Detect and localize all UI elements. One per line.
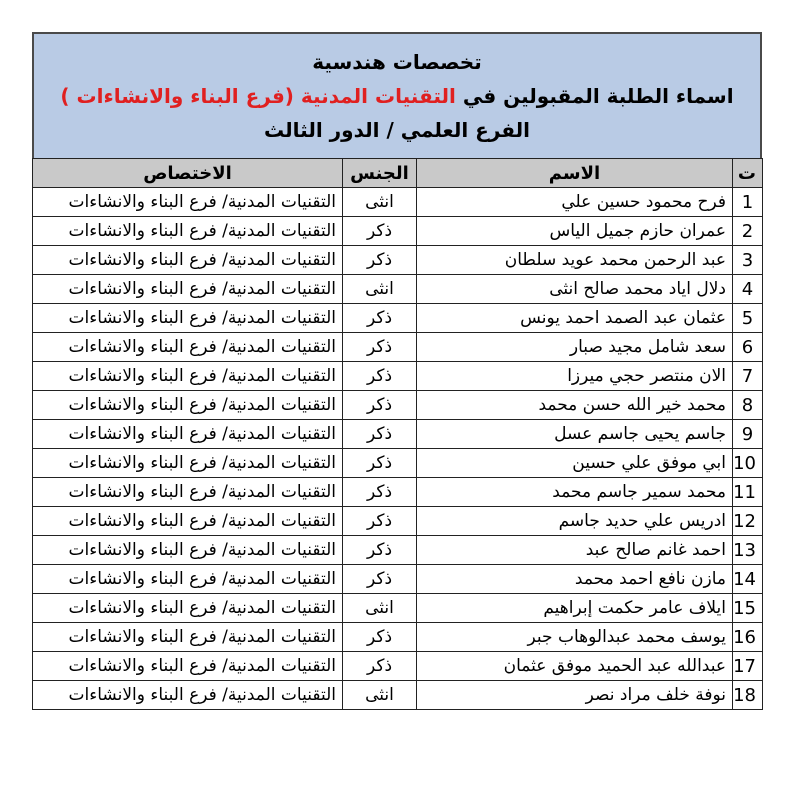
table-row <box>33 652 763 681</box>
row-number: 14 <box>733 565 763 594</box>
student-specialization: التقنيات المدنية/ فرع البناء والانشاءات <box>33 652 343 681</box>
student-specialization: التقنيات المدنية/ فرع البناء والانشاءات <box>33 594 343 623</box>
student-gender: ذكر <box>343 391 417 420</box>
student-name: جاسم يحيى جاسم عسل <box>417 420 733 449</box>
student-name: فرح محمود حسين علي <box>417 188 733 217</box>
student-name: عمران حازم جميل الياس <box>417 217 733 246</box>
student-gender: ذكر <box>343 246 417 275</box>
table-row <box>33 275 763 304</box>
student-name: محمد سمير جاسم محمد <box>417 478 733 507</box>
table-row <box>33 478 763 507</box>
student-specialization: التقنيات المدنية/ فرع البناء والانشاءات <box>33 681 343 710</box>
student-specialization: التقنيات المدنية/ فرع البناء والانشاءات <box>33 333 343 362</box>
student-name: سعد شامل مجيد صبار <box>417 333 733 362</box>
row-number: 13 <box>733 536 763 565</box>
row-number: 15 <box>733 594 763 623</box>
table-row <box>33 362 763 391</box>
student-name: عثمان عبد الصمد احمد يونس <box>417 304 733 333</box>
header-line-3: الفرع العلمي / الدور الثالث <box>263 118 531 142</box>
student-gender: انثى <box>343 681 417 710</box>
student-specialization: التقنيات المدنية/ فرع البناء والانشاءات <box>33 623 343 652</box>
row-number: 7 <box>733 362 763 391</box>
student-gender: ذكر <box>343 362 417 391</box>
table-row <box>33 565 763 594</box>
row-number: 10 <box>733 449 763 478</box>
table-row <box>33 246 763 275</box>
students-table <box>32 158 763 710</box>
table-row <box>33 391 763 420</box>
column-header-gender: الجنس <box>343 159 417 188</box>
row-number: 11 <box>733 478 763 507</box>
student-gender: انثى <box>343 188 417 217</box>
student-gender: انثى <box>343 594 417 623</box>
student-specialization: التقنيات المدنية/ فرع البناء والانشاءات <box>33 565 343 594</box>
student-name: مازن نافع احمد محمد <box>417 565 733 594</box>
table-row <box>33 304 763 333</box>
student-gender: ذكر <box>343 217 417 246</box>
table-row <box>33 217 763 246</box>
student-specialization: التقنيات المدنية/ فرع البناء والانشاءات <box>33 275 343 304</box>
header-line-2 <box>60 79 733 113</box>
student-name: يوسف محمد عبدالوهاب جبر <box>417 623 733 652</box>
header-line-1: تخصصات هندسية <box>312 50 482 74</box>
row-number: 6 <box>733 333 763 362</box>
student-name: احمد غانم صالح عبد <box>417 536 733 565</box>
table-row <box>33 188 763 217</box>
document-header <box>32 32 762 158</box>
row-number: 17 <box>733 652 763 681</box>
row-number: 12 <box>733 507 763 536</box>
row-number: 3 <box>733 246 763 275</box>
student-gender: ذكر <box>343 333 417 362</box>
student-specialization: التقنيات المدنية/ فرع البناء والانشاءات <box>33 246 343 275</box>
student-gender: ذكر <box>343 449 417 478</box>
student-gender: انثى <box>343 275 417 304</box>
student-name: الان منتصر حجي ميرزا <box>417 362 733 391</box>
row-number: 18 <box>733 681 763 710</box>
student-specialization: التقنيات المدنية/ فرع البناء والانشاءات <box>33 362 343 391</box>
student-gender: ذكر <box>343 536 417 565</box>
student-specialization: التقنيات المدنية/ فرع البناء والانشاءات <box>33 420 343 449</box>
column-header-name: الاسم <box>417 159 733 188</box>
table-row <box>33 333 763 362</box>
row-number: 16 <box>733 623 763 652</box>
student-name: عبدالله عبد الحميد موفق عثمان <box>417 652 733 681</box>
table-row <box>33 449 763 478</box>
student-name: ايلاف عامر حكمت إبراهيم <box>417 594 733 623</box>
student-name: محمد خير الله حسن محمد <box>417 391 733 420</box>
student-name: نوفة خلف مراد نصر <box>417 681 733 710</box>
document-sheet <box>32 32 762 710</box>
table-header-row <box>33 159 763 188</box>
student-gender: ذكر <box>343 420 417 449</box>
student-gender: ذكر <box>343 623 417 652</box>
header-line-2-prefix: اسماء الطلبة المقبولين في <box>455 84 734 108</box>
row-number: 1 <box>733 188 763 217</box>
table-row <box>33 594 763 623</box>
student-specialization: التقنيات المدنية/ فرع البناء والانشاءات <box>33 391 343 420</box>
table-row <box>33 507 763 536</box>
student-gender: ذكر <box>343 507 417 536</box>
row-number: 8 <box>733 391 763 420</box>
student-specialization: التقنيات المدنية/ فرع البناء والانشاءات <box>33 188 343 217</box>
student-name: دلال اياد محمد صالح انثى <box>417 275 733 304</box>
row-number: 2 <box>733 217 763 246</box>
table-row <box>33 536 763 565</box>
student-specialization: التقنيات المدنية/ فرع البناء والانشاءات <box>33 507 343 536</box>
student-specialization: التقنيات المدنية/ فرع البناء والانشاءات <box>33 217 343 246</box>
column-header-num: ت <box>733 159 763 188</box>
student-name: ابي موفق علي حسين <box>417 449 733 478</box>
table-row <box>33 623 763 652</box>
student-gender: ذكر <box>343 652 417 681</box>
student-specialization: التقنيات المدنية/ فرع البناء والانشاءات <box>33 478 343 507</box>
student-specialization: التقنيات المدنية/ فرع البناء والانشاءات <box>33 536 343 565</box>
table-row <box>33 681 763 710</box>
table-row <box>33 420 763 449</box>
header-line-2-highlight: التقنيات المدنية (فرع البناء والانشاءات ) <box>60 84 456 108</box>
student-gender: ذكر <box>343 478 417 507</box>
student-gender: ذكر <box>343 565 417 594</box>
table-body <box>33 188 763 710</box>
row-number: 4 <box>733 275 763 304</box>
row-number: 9 <box>733 420 763 449</box>
row-number: 5 <box>733 304 763 333</box>
student-specialization: التقنيات المدنية/ فرع البناء والانشاءات <box>33 449 343 478</box>
student-specialization: التقنيات المدنية/ فرع البناء والانشاءات <box>33 304 343 333</box>
student-name: عبد الرحمن محمد عويد سلطان <box>417 246 733 275</box>
column-header-spec: الاختصاص <box>33 159 343 188</box>
student-name: ادريس علي حديد جاسم <box>417 507 733 536</box>
student-gender: ذكر <box>343 304 417 333</box>
